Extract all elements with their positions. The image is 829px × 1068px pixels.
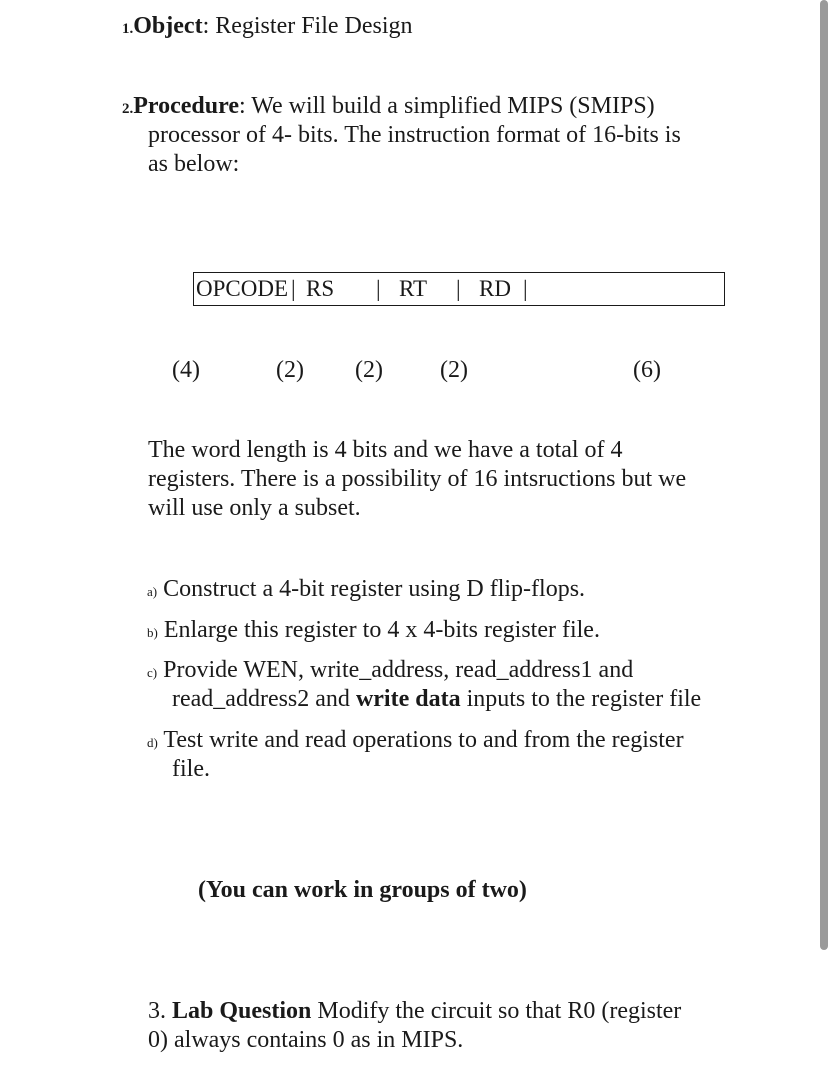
task-d — [147, 726, 684, 757]
field-rd: RD — [479, 276, 511, 301]
task-b-marker: b) — [147, 625, 158, 640]
description-line-1: The word length is 4 bits and we have a total of 4 — [148, 437, 623, 463]
description-line-2: registers. There is a possibility of 16 intsructions but we — [148, 466, 687, 492]
task-c-line-2 — [172, 685, 701, 714]
width-rt: (2) — [355, 357, 383, 383]
instruction-format-box — [193, 272, 725, 306]
field-separator: | — [376, 276, 381, 301]
field-rs: RS — [306, 276, 335, 301]
task-a-marker: a) — [147, 584, 158, 599]
field-opcode: OPCODE — [196, 276, 289, 301]
width-opcode: (4) — [172, 357, 200, 383]
section-2-line-3: as below: — [148, 151, 240, 177]
task-c-line-2-pre: read_address2 and — [172, 686, 356, 712]
field-separator: | — [291, 276, 296, 301]
task-b-text: Enlarge this register to 4 x 4-bits register file. — [163, 617, 600, 643]
section-2-line-1: : We will build a simplified MIPS (SMIPS) — [239, 93, 655, 119]
section-3-line-1: Modify the circuit so that R0 (register — [311, 998, 682, 1024]
width-rs: (2) — [276, 357, 304, 383]
section-2-line-2: processor of 4- bits. The instruction format of 16-bits is — [148, 122, 681, 148]
width-rd: (2) — [440, 357, 468, 383]
task-c-marker: c) — [147, 665, 158, 680]
task-c-line-2-bold: write data — [355, 686, 461, 712]
description-line-3: will use only a subset. — [148, 495, 361, 521]
field-rt: RT — [399, 276, 428, 301]
task-a-text: Construct a 4-bit register using D flip-flops. — [163, 576, 586, 602]
task-c-line-1: Provide WEN, write_address, read_address1 and — [163, 657, 634, 683]
section-1-heading — [122, 12, 413, 44]
section-2-label: Procedure — [133, 93, 239, 119]
task-d-line-1: Test write and read operations to and from the register — [163, 727, 684, 753]
section-1-label: Object — [133, 13, 203, 39]
section-2-heading — [122, 92, 655, 124]
section-3-line-2: 0) always contains 0 as in MIPS. — [148, 1027, 464, 1053]
task-d-marker: d) — [147, 735, 158, 750]
task-a — [147, 575, 585, 606]
field-separator: | — [523, 276, 528, 301]
section-1-number: 1. — [122, 21, 134, 37]
task-b — [147, 616, 600, 647]
width-unused: (6) — [633, 357, 661, 383]
section-3-heading — [148, 997, 681, 1026]
field-separator: | — [456, 276, 461, 301]
section-2-number: 2. — [122, 101, 134, 117]
task-d-line-2: file. — [172, 756, 210, 782]
vertical-scrollbar[interactable] — [820, 0, 828, 950]
section-3-label: Lab Question — [172, 998, 312, 1024]
section-3-number: 3. — [148, 998, 166, 1024]
group-note: (You can work in groups of two) — [198, 877, 527, 903]
task-c — [147, 656, 633, 687]
task-c-line-2-post: inputs to the register file — [460, 686, 702, 712]
section-1-text: : Register File Design — [202, 13, 413, 39]
